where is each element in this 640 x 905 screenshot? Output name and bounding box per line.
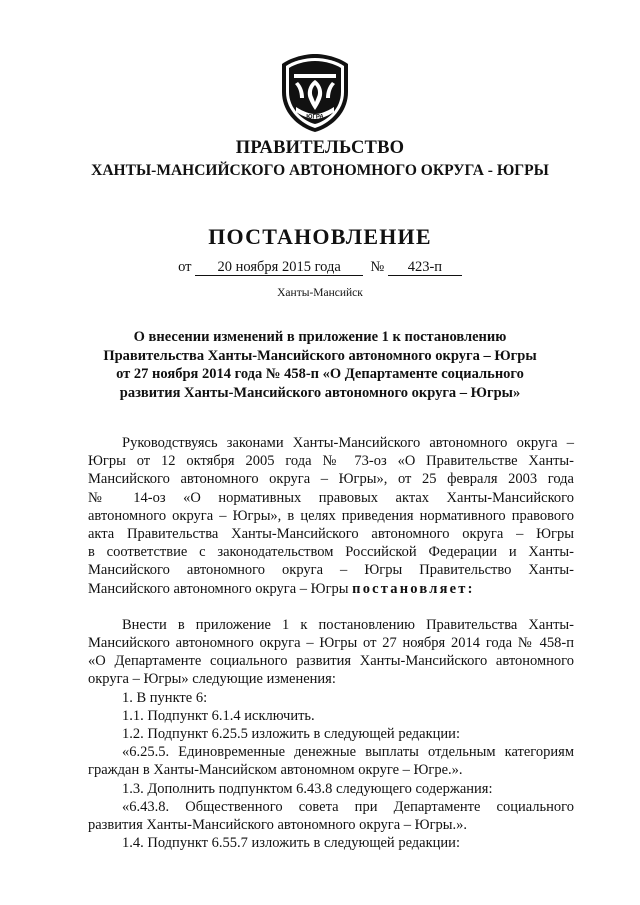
resolution-paragraph [88, 616, 574, 853]
list-item: «6.43.8. Общественного совета при Департаменте социального [122, 798, 574, 815]
document-city: Ханты-Мансийск [277, 287, 363, 299]
subject-line: Правительства Ханты-Мансийского автономного округа – Югры [103, 347, 537, 364]
body-line: Мансийского автономного округа – Югры», от 25 февраля 2003 года [88, 471, 574, 488]
document-date: 20 ноября 2015 года [195, 260, 363, 276]
body-line: автономного округа – Югры», в целях приведения нормативного правового [88, 507, 574, 524]
document-type: ПОСТАНОВЛЕНИЕ [208, 224, 432, 249]
body-line: акта Правительства Ханты-Мансийского автономного округа – Югры [88, 526, 574, 543]
body-line: Югры от 12 октября 2005 года № 73-оз «О Правительстве Ханты- [88, 453, 574, 470]
body-line: Мансийского автономного округа – Югры от 27 ноября 2014 года № 458-п [88, 635, 574, 652]
document-subject [80, 328, 560, 402]
list-item: 1.1. Подпункт 6.1.4 исключить. [122, 707, 315, 724]
preamble-paragraph [88, 434, 574, 598]
body-line: «О Департаменте социального развития Ханты-Мансийского автономного [88, 653, 574, 670]
date-number-line [0, 259, 640, 276]
list-item: «6.25.5. Единовременные денежные выплаты отдельным категориям [122, 744, 574, 761]
document-body [88, 434, 574, 852]
body-line: Мансийского автономного округа – Югры Правительство Ханты- [88, 562, 574, 579]
subject-line: О внесении изменений в приложение 1 к постановлению [133, 329, 507, 345]
list-item: 1.3. Дополнить подпунктом 6.43.8 следующего содержания: [122, 780, 493, 797]
date-prefix: от [178, 259, 192, 275]
list-item: развития Ханты-Мансийского автономного округа – Югры.». [88, 817, 468, 834]
list-item: 1. В пункте 6: [122, 689, 208, 706]
coat-of-arms-icon [276, 52, 354, 134]
number-prefix: № [370, 259, 385, 275]
region-title: ХАНТЫ-МАНСИЙСКОГО АВТОНОМНОГО ОКРУГА - ЮГРЫ [91, 162, 549, 179]
subject-line: от 27 ноября 2014 года № 458-п «О Департаменте социального [116, 366, 524, 382]
subject-line: развития Ханты-Мансийского автономного округа – Югры» [119, 384, 521, 401]
body-line: округа – Югры» следующие изменения: [88, 671, 336, 688]
body-line [88, 580, 574, 598]
body-line: Руководствуясь законами Ханты-Мансийского автономного округа – [122, 435, 574, 451]
body-line-text: Мансийского автономного округа – Югры [88, 580, 353, 597]
list-item: граждан в Ханты-Мансийском автономном округе – Югре.». [88, 762, 463, 779]
body-line: в соответствие с законодательством Российской Федерации и Ханты- [88, 544, 574, 561]
list-item: 1.2. Подпункт 6.25.5 изложить в следующей редакции: [122, 726, 460, 743]
body-line: № 14-оз «О нормативных правовых актах Ханты-Мансийского [88, 489, 574, 506]
list-item: 1.4. Подпункт 6.55.7 изложить в следующей редакции: [122, 835, 460, 852]
body-line: Внести в приложение 1 к постановлению Правительства Ханты- [122, 616, 574, 633]
emblem-label: ЮГРА [306, 114, 324, 121]
resolves-keyword: постановляет: [352, 580, 475, 597]
government-title: ПРАВИТЕЛЬСТВО [235, 138, 405, 158]
document-number: 423-п [388, 260, 462, 276]
